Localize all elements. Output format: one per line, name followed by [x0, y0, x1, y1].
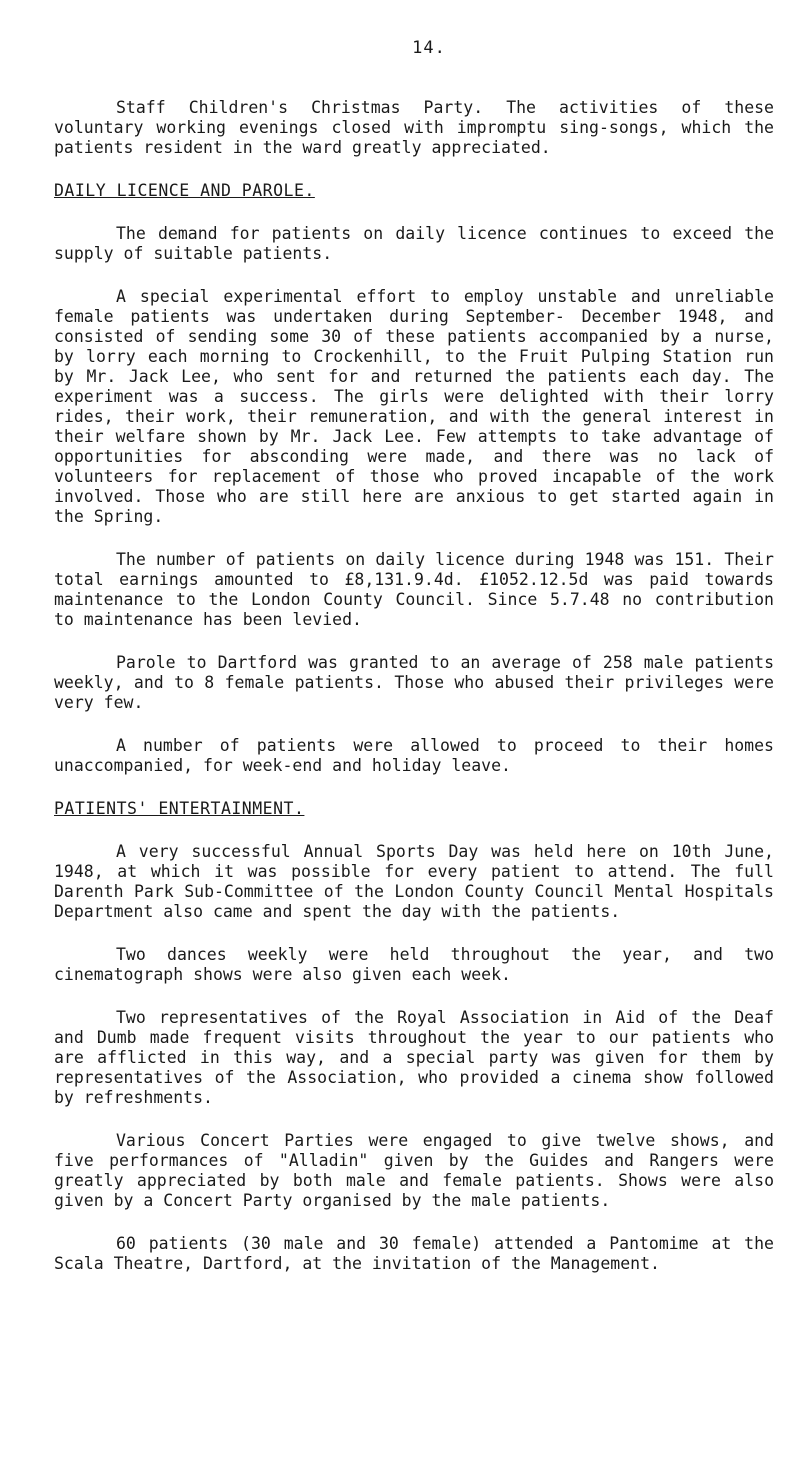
paragraph-sports-day: A very successful Annual Sports Day was held here on 10th June, 1948, at which it was possible for every patient to attend. The full Darenth Park Sub-Committee of the London County Council Mental Hospitals Department also came and spent the day with the patients. — [54, 842, 774, 921]
paragraph-experimental-effort: A special experimental effort to employ unstable and unreliable female patients was undertaken during September- December 1948, and consisted of sending some 30 of these patients accompanied by a nurse, by lorry each morning to Crockenhill, to the Fruit Pulping Station run by Mr. Jack Lee, who sent for and returned the patients each day. The experiment was a success. The girls were delighted with their lorry rides, their work, their remuneration, and with the general interest in their welfare shown by Mr. Jack Lee. Few attempts to take advantage of opportunities for absconding were made, and there was no lack of volunteers for replacement of those who proved incapable of the work involved. Those who are still here are anxious to get started again in the Spring. — [54, 287, 774, 526]
paragraph-licence-demand: The demand for patients on daily licence continues to exceed the supply of suitable patients. — [54, 224, 774, 263]
paragraph-dances-cinema: Two dances weekly were held throughout the year, and two cinematograph shows were also given each week. — [54, 945, 774, 984]
paragraph-pantomime: 60 patients (30 male and 30 female) attended a Pantomime at the Scala Theatre, Dartford, at the invitation of the Management. — [54, 1234, 774, 1273]
paragraph-christmas-party: Staff Children's Christmas Party. The activities of these voluntary working evenings closed with impromptu sing-songs, which the patients resident in the ward greatly appreciated. — [54, 98, 774, 157]
paragraph-licence-earnings: The number of patients on daily licence during 1948 was 151. Their total earnings amounted to £8,131.9.4d. £1052.12.5d was paid towards maintenance to the London County Council. Since 5.7.48 no contribution to maintenance has been levied. — [54, 550, 774, 629]
page-number: 14. — [412, 38, 446, 58]
paragraph-deaf-dumb-association: Two representatives of the Royal Association in Aid of the Deaf and Dumb made frequent visits throughout the year to our patients who are afflicted in this way, and a special party was given for them by representatives of the Association, who provided a cinema show followed by refreshments. — [54, 1008, 774, 1107]
paragraph-home-leave: A number of patients were allowed to proceed to their homes unaccompanied, for week-end and holiday leave. — [54, 736, 774, 775]
heading-daily-licence-and-parole: DAILY LICENCE AND PAROLE. — [54, 181, 315, 200]
paragraph-concert-parties: Various Concert Parties were engaged to give twelve shows, and five performances of "Alladin" given by the Guides and Rangers were greatly appreciated by both male and female patients. Shows were also given by a Concert Party organised by the male patients. — [54, 1131, 774, 1210]
paragraph-parole-dartford: Parole to Dartford was granted to an average of 258 male patients weekly, and to 8 female patients. Those who abused their privileges were very few. — [54, 653, 774, 712]
document-page — [54, 38, 774, 1297]
heading-patients-entertainment: PATIENTS' ENTERTAINMENT. — [54, 799, 305, 818]
